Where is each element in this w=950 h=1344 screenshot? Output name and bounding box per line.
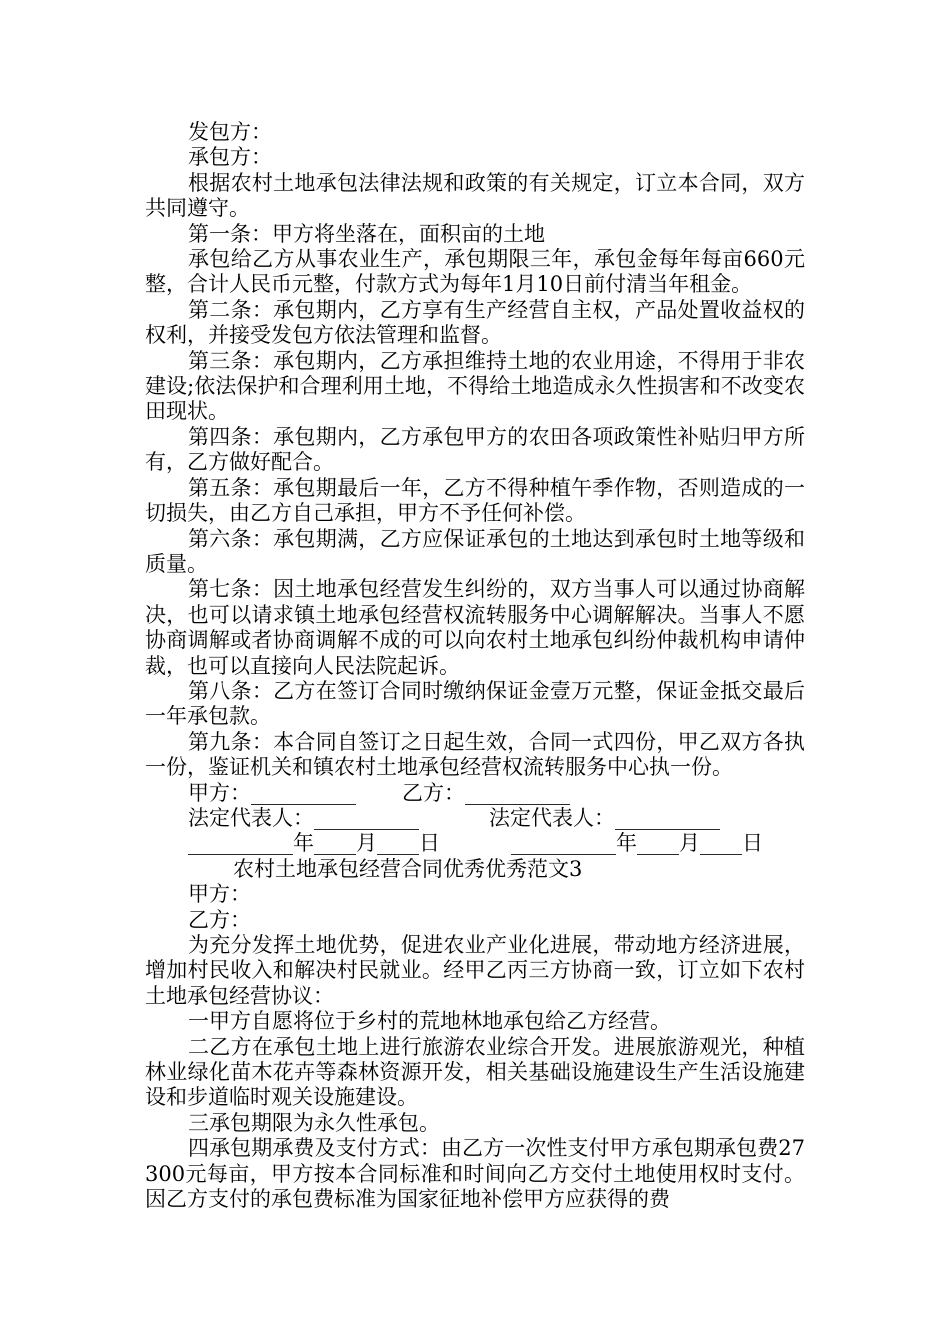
clause-1: 一甲方自愿将位于乡村的荒地林地承包给乙方经营。 — [188, 1009, 671, 1034]
agreement-intro: 为充分发挥土地优势，促进农业产业化进展，带动地方经济进展，增加村民收入和解决村民就业。经甲乙丙三方协商一致，订立如下农村土地承包经营协议： — [145, 932, 805, 1008]
article-6: 第六条：承包期满，乙方应保证承包的土地达到承包时土地等级和质量。 — [145, 526, 805, 576]
signature-date-b: __________年____月____日 — [511, 831, 763, 856]
clause-2: 二乙方在承包土地上进行旅游农业综合开发。进展旅游观光，种植林业绿化苗木花卉等森林资源开发，相关基础设施建设生产生活设施建设和步道临时观关设施建设。 — [145, 1034, 805, 1110]
signature-rep-row — [145, 806, 805, 831]
clause-4: 四承包期承费及支付方式：由乙方一次性支付甲方承包期承包费27300元每亩，甲方按本合同标准和时间向乙方交付土地使用权时支付。因乙方支付的承包费标准为国家征地补偿甲方应获得的费 — [145, 1136, 805, 1212]
signature-rep-b: 法定代表人：__________ — [489, 805, 720, 830]
article-4: 第四条：承包期内，乙方承包甲方的农田各项政策性补贴归甲方所有，乙方做好配合。 — [145, 424, 805, 475]
article-1: 第一条：甲方将坐落在，面积亩的土地 — [188, 221, 545, 246]
signature-rep-a: 法定代表人：__________ — [188, 805, 419, 830]
article-5: 第五条：承包期最后一年，乙方不得种植午季作物，否则造成的一切损失，由乙方自己承担，甲方不予任何补偿。 — [145, 475, 805, 526]
signature-party-a: 甲方：__________ — [188, 780, 356, 805]
article-3: 第三条：承包期内，乙方承担维持土地的农业用途，不得用于非农建设;依法保护和合理利用土地，不得给土地造成永久性损害和不改变农田现状。 — [145, 348, 805, 424]
signature-parties-row — [145, 781, 805, 806]
fabao-label: 发包方： — [188, 120, 272, 144]
article-9: 第九条：本合同自签订之日起生效，合同一式四份，甲乙双方各执一份，鉴证机关和镇农村土地承包经营权流转服务中心执一份。 — [145, 729, 805, 780]
document-page — [145, 120, 805, 1212]
article-7: 第七条：因土地承包经营发生纠纷的，双方当事人可以通过协商解决，也可以请求镇土地承包经营权流转服务中心调解解决。当事人不愿协商调解或者协商调解不成的可以向农村土地承包纠纷仲裁机构申请仲裁，也可以直接向人民法院起诉。 — [145, 577, 805, 678]
article-2: 第二条：承包期内，乙方享有生产经营自主权，产品处置收益权的权利，并接受发包方依法管理和监督。 — [145, 297, 805, 348]
article-8: 第八条：乙方在签订合同时缴纳保证金壹万元整，保证金抵交最后一年承包款。 — [145, 678, 805, 729]
party-a-label: 甲方： — [188, 882, 251, 907]
party-b-label: 乙方： — [188, 907, 251, 932]
signature-date-a: __________年____月____日 — [188, 831, 440, 856]
signature-party-b: 乙方：__________ — [402, 780, 570, 805]
signature-date-row — [145, 831, 805, 856]
article-1-continued: 承包给乙方从事农业生产，承包期限三年，承包金每年每亩660元整，合计人民币元整，付款方式为每年1月10日前付清当年租金。 — [145, 247, 805, 297]
clause-3: 三承包期限为永久性承包。 — [188, 1110, 440, 1135]
section-title: 农村土地承包经营合同优秀优秀范文3 — [233, 856, 583, 881]
contract-intro: 根据农村土地承包法律法规和政策的有关规定，订立本合同，双方共同遵守。 — [145, 170, 805, 221]
chengbao-label: 承包方： — [188, 145, 272, 170]
